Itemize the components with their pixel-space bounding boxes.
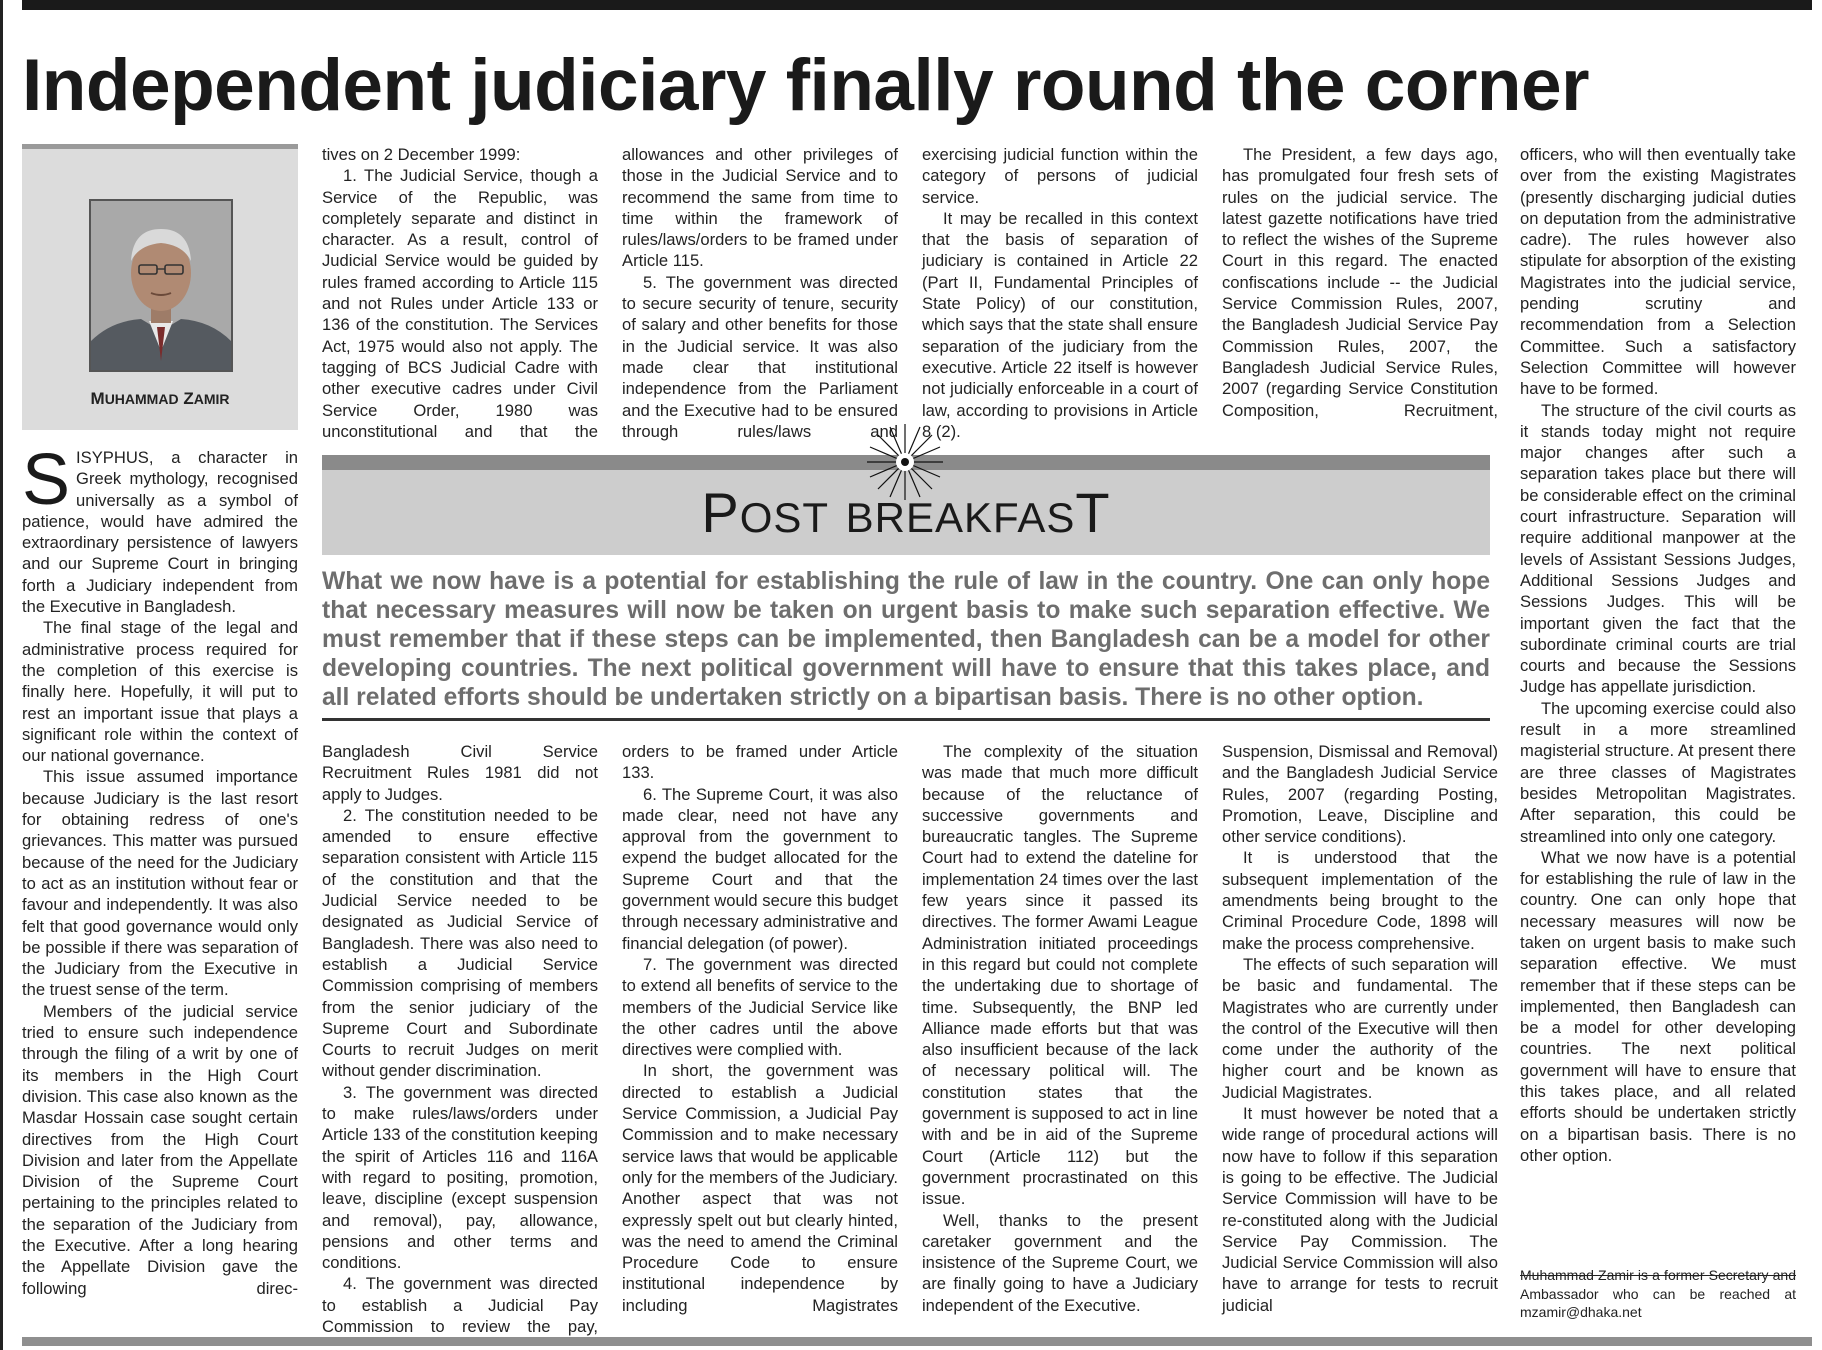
column-5-bottom (1222, 741, 1498, 1316)
paragraph: exercising judicial function within the category of persons of judicial service. (922, 145, 1198, 207)
column-4-top (922, 144, 1198, 442)
left-margin-rule (0, 0, 3, 1350)
pull-quote: What we now have is a potential for establishing the rule of law in the country. One can only hope that necessary measures will now be taken on urgent basis to make such separation effective. We must remember that if these steps can be implemented, then Bangladesh can be a model for other developing countries. The next political government will have to ensure that this takes place, and all related efforts should be undertaken strictly on a bipartisan basis. There is no other option. (322, 568, 1490, 711)
bio-struck-text: Muhammad Zamir is a former Secretary and (1520, 1267, 1796, 1283)
column-2-bottom (322, 741, 598, 1337)
column-4-bottom (922, 741, 1198, 1316)
lead-paragraph: SISYPHUS, a character in Greek mythology, recognised universally as a symbol of patience, would have admired the extraordinary persistence of lawyers and our Supreme Court in bringing forth a Judiciary independent from the Executive in Bangladesh. (22, 440, 298, 617)
paragraph: Well, thanks to the present caretaker government and the insistence of the Supreme Court, we are finally going to have a Judiciary independent of the Executive. (922, 1210, 1198, 1315)
paragraph: This issue assumed importance because Judiciary is the last resort for obtaining redress of one's grievances. This matter was pursued because of the need for the Judiciary to act as an institution without fear or favour and independently. It was also felt that good governance would only be possible if there was separation of the Judiciary from the Executive in the truest sense of the term. (22, 767, 298, 1000)
byline-box (22, 144, 298, 430)
paragraph: The President, a few days ago, has promulgated four fresh sets of rules on the judicial service. The latest gazette notifications have tried to reflect the wishes of the Supreme Court in this regard. The enacted confiscations include -- the Judicial Service Commission Rules, 2007, the Bangladesh Judicial Service Pay Commission Rules, 2007, the Bangladesh Judicial Service Rules, 2007 (regarding Service Constitution Composition, Recruitment, (1222, 145, 1498, 420)
paragraph: allowances and other privileges of those in the Judicial Service and to recommend the same from time to time within the framework of rules/laws/orders to be framed under Article 115. (622, 145, 898, 271)
starburst-icon (865, 422, 945, 502)
paragraph: orders to be framed under Article 133. (622, 742, 898, 783)
paragraph: In short, the government was directed to establish a Judicial Service Commission, a Judicial Pay Commission and to make necessary service laws that would be applicable only for the members of the Judiciary. Another aspect that was not expressly spelt out but clearly hinted, was the need to amend the Criminal Procedure Code to ensure institutional independence by including Magistrates (622, 1061, 898, 1315)
paragraph: The complexity of the situation was made that much more difficult because of the reluctance of successive governments and bureaucratic tangles. The Supreme Court had to extend the dateline for implementation 24 times over the last few years since it passed its directives. The former Awami League Administration initiated proceedings in this regard but could not complete the undertaking due to shortage of time. Subsequently, the BNP led Alliance made efforts but that was also insufficient because of the lack of necessary political will. The constitution states that the government is supposed to act in line with and be in aid of the Supreme Court (Article 112) but the government procrastinated on this issue. (922, 742, 1198, 1209)
paragraph: 1. The Judicial Service, though a Service of the Republic, was completely separate and distinct in character. As a result, control of Judicial Service would be guided by rules framed according to Article 115 and not Rules under Article 133 or 136 of the constitution. The Services Act, 1975 would also not apply. The tagging of BCS Judicial Cadre with other executive cadres under Civil Service Order, 1980 was unconstitutional and that the (322, 166, 598, 441)
column-6 (1520, 144, 1796, 1166)
paragraph: tives on 2 December 1999: (322, 145, 521, 164)
paragraph: Bangladesh Civil Service Recruitment Rules 1981 did not apply to Judges. (322, 742, 598, 804)
column-2-top (322, 144, 598, 442)
paragraph: Members of the judicial service tried to ensure such independence through the filing of a writ by one of its members in the High Court division. This case also known as the Masdar Hossain case sought certain directives from the High Court Division and later from the Appellate Division of the Supreme Court pertaining to the principles related to the separation of the Judiciary from the Executive. After a long hearing the Appellate Division gave the following direc- (22, 1001, 298, 1298)
paragraph: The effects of such separation will be basic and fundamental. The Magistrates who are currently under the control of the Executive will then come under the authority of the higher court and be known as Judicial Magistrates. (1222, 954, 1498, 1102)
paragraph: 7. The government was directed to extend all benefits of service to the members of the Judicial Service like the other cadres until the above directives were complied with. (622, 954, 898, 1060)
paragraph: The structure of the civil courts as it stands today might not require major changes after such a separation takes place but there will be considerable effect on the criminal court infrastructure. Separation will require additional manpower at the levels of Assistant Sessions Judges, Additional Sessions Judges and Sessions Judges. This will be important given the fact that the subordinate criminal courts are trial courts and because the Sessions Judge has appellate jurisdiction. (1520, 400, 1796, 697)
paragraph: The upcoming exercise could also result in a more streamlined magisterial structure. At present there are three classes of Magistrates besides Metropolitan Magistrates. After separation, this could be streamlined into only one category. (1520, 698, 1796, 846)
paragraph: What we now have is a potential for establishing the rule of law in the country. One can only hope that necessary measures will now be taken on urgent basis to make such separation effective. We must remember that if these steps can be implemented, then Bangladesh can be a model for other developing countries. The next political government will have to ensure that this takes place, and all related efforts should be undertaken strictly on a bipartisan basis. There is no other option. (1520, 847, 1796, 1165)
paragraph: 4. The government was directed to establish a Judicial Pay Commission to review the pay, (322, 1274, 598, 1337)
author-bio (1520, 1266, 1796, 1322)
paragraph: It is understood that the subsequent implementation of the amendments being brought to the Criminal Procedure Code, 1898 will make the process comprehensive. (1222, 848, 1498, 953)
paragraph: Suspension, Dismissal and Removal) and the Bangladesh Judicial Service Rules, 2007 (regarding Posting, Promotion, Leave, Discipline and other service conditions). (1222, 742, 1498, 847)
paragraph: The final stage of the legal and administrative process required for the completion of this exercise is finally here. Hopefully, it will put to rest an important issue that plays a significant role within the context of our national governance. (22, 618, 298, 766)
headline: Independent judiciary finally round the corner (22, 45, 1589, 126)
column-3-top (622, 144, 898, 442)
paragraph: 2. The constitution needed to be amended to ensure effective separation consistent with Article 115 of the constitution and that the Judicial Service needed to be designated as Judicial Service of Bangladesh. There was also need to establish a Judicial Service Commission comprising of members from the senior judiciary of the Supreme Court and Subordinate Courts to recruit Judges on merit without gender discrimination. (322, 805, 598, 1081)
column-3-bottom (622, 741, 898, 1316)
section-title: POST BREAKFAST (701, 481, 1111, 544)
top-rule (22, 0, 1812, 10)
paragraph: 5. The government was directed to secure security of tenure, security of salary and other benefits for those in the Judicial service. It was also made clear that institutional independence from the Parliament and the Executive had to be ensured through rules/laws and (622, 272, 898, 441)
paragraph: It must however be noted that a wide range of procedural actions will now have to follow if this separation is going to be effective. The Judicial Service Commission will have to be re-constituted along with the Judicial Service Pay Commission. The Judicial Service Commission will also have to arrange for tests to recruit judicial (1222, 1104, 1498, 1315)
pull-quote-rule (322, 718, 1490, 721)
author-portrait-icon (91, 201, 231, 370)
column-5-top (1222, 144, 1498, 421)
paragraph: officers, who will then eventually take over from the existing Magistrates (presently discharging judicial duties on deputation from the administrative cadre). The rules however also stipulate for absorption of the existing Magistrates into the judicial service, pending scrutiny and recommendation from a Selection Committee. Such a satisfactory Selection Committee will however have to be formed. (1520, 145, 1796, 399)
drop-cap: S (22, 440, 71, 520)
author-photo (89, 199, 233, 372)
bio-text: Ambassador who can be reached at mzamir@dhaka.net (1520, 1285, 1796, 1320)
paragraph: 6. The Supreme Court, it was also made clear, need not have any approval from the government to expend the budget allocated for the Supreme Court and that the government would secure this budget through necessary administrative and financial delegation (of power). (622, 784, 898, 953)
column-1 (22, 440, 298, 1299)
paragraph: 3. The government was directed to make rules/laws/orders under Article 133 of the constitution keeping the spirit of Articles 116 and 116A with regard to positing, promotion, leave, discipline (except suspension and removal), pay, allowance, pensions and other terms and conditions. (322, 1082, 598, 1273)
paragraph: It may be recalled in this context that the basis of separation of judiciary is contained in Article 22 (Part II, Fundamental Principles of State Policy) of our constitution, which says that the state shall ensure separation of the judiciary from the executive. Article 22 itself is however not judicially enforceable in a court of law, according to provisions in Article 8 (2). (922, 208, 1198, 441)
bottom-rule (22, 1337, 1812, 1346)
author-name: MUHAMMAD ZAMIR (90, 389, 230, 408)
